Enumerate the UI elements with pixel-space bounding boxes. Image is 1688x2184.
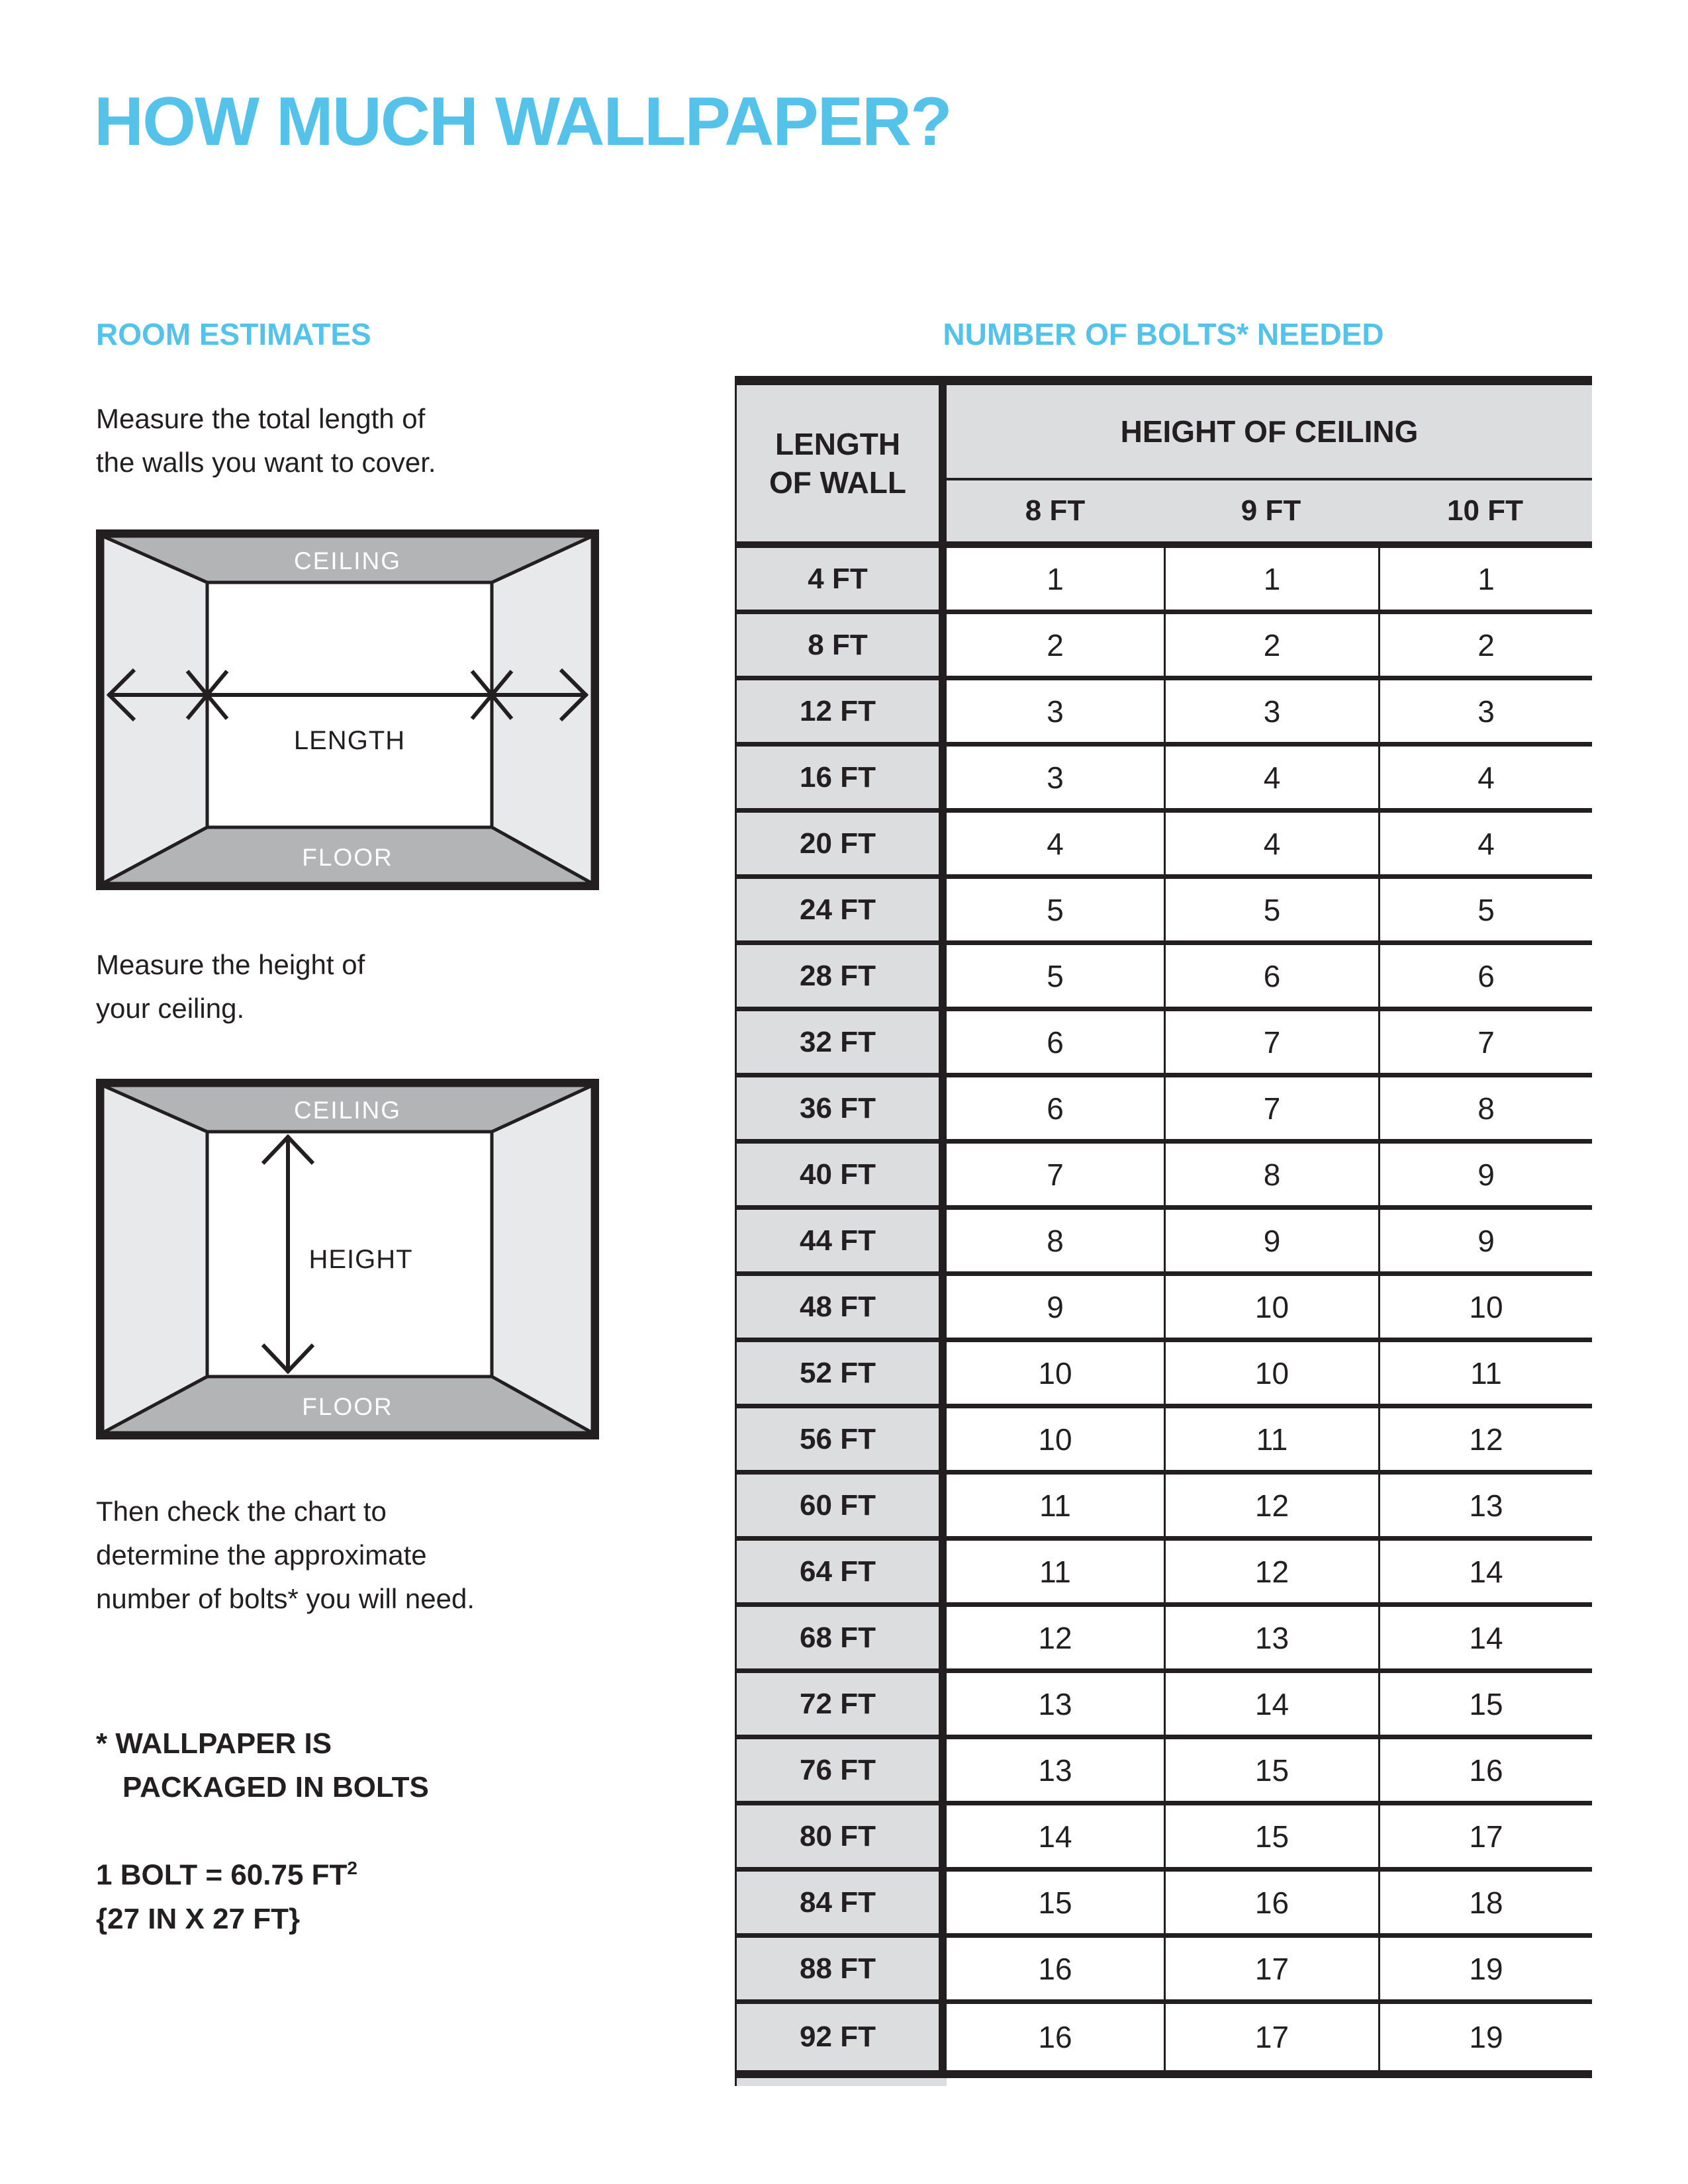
wall-length-cell: 8 FT: [735, 614, 947, 676]
table-row: [735, 945, 1592, 1011]
bolt-count-cell: 3: [1164, 680, 1378, 742]
table-bottom-rule: [735, 2070, 1592, 2078]
room-estimates-heading: ROOM ESTIMATES: [96, 317, 371, 351]
bolt-count-cell: 12: [1038, 1620, 1072, 1655]
bolt-count-cell: 4: [1164, 747, 1378, 808]
ceiling-label: CEILING: [293, 547, 402, 574]
bolt-count-cell: 16: [1164, 1872, 1378, 1933]
bolt-count-cell: 14: [1164, 1673, 1378, 1735]
footnote-line: * WALLPAPER IS: [96, 1727, 332, 1760]
bolt-count-cell: 9: [1378, 1144, 1592, 1205]
bolt-count-cell: 11: [1164, 1408, 1378, 1470]
instruction-line: the walls you want to cover.: [96, 447, 436, 478]
instruction-line: Measure the total length of: [96, 403, 426, 434]
bolt-count-cell: 19: [1378, 1938, 1592, 1999]
wall-length-cell: 92 FT: [735, 2004, 947, 2070]
table-row: [735, 1805, 1592, 1872]
bolts-table-body: [735, 548, 1592, 2070]
bolt-count-cell: 3: [1378, 680, 1592, 742]
table-row: [735, 1276, 1592, 1342]
bolt-count-cell: 8: [1378, 1077, 1592, 1139]
wall-length-cell: 60 FT: [735, 1475, 947, 1536]
bolt-count-cell: 2: [1047, 627, 1064, 662]
bolt-count-cell: 14: [1378, 1541, 1592, 1602]
table-row: [735, 1011, 1592, 1077]
bolt-count-cell: 6: [1164, 945, 1378, 1007]
table-row: [735, 1541, 1592, 1607]
bolt-count-cell: 10: [1378, 1276, 1592, 1338]
table-row: [735, 1872, 1592, 1938]
table-row: [735, 747, 1592, 813]
bolt-count-cell: 12: [1378, 1408, 1592, 1470]
bolt-count-cell: 7: [1164, 1011, 1378, 1073]
bolt-count-cell: 11: [1039, 1554, 1071, 1589]
ceiling-height-columns: [947, 480, 1592, 541]
bolt-count-cell: 11: [1378, 1342, 1592, 1404]
bolt-count-cell: 12: [1164, 1541, 1378, 1602]
wall-length-cell: 72 FT: [735, 1673, 947, 1735]
bolt-count-cell: 7: [1378, 1011, 1592, 1073]
bolt-count-cell: 17: [1378, 1805, 1592, 1867]
page-title: HOW MUCH WALLPAPER?: [94, 83, 951, 160]
footnote-line: PACKAGED IN BOLTS: [122, 1771, 429, 1803]
bolt-count-cell: 7: [1047, 1157, 1064, 1192]
bolt-count-cell: 12: [1164, 1475, 1378, 1536]
column-header-8ft: 8 FT: [1025, 494, 1086, 527]
bolt-count-cell: 9: [1378, 1210, 1592, 1271]
bolt-count-cell: 3: [1047, 694, 1064, 729]
bolt-size-note: [96, 1846, 357, 1941]
wall-length-cell: 4 FT: [735, 548, 947, 610]
bolt-count-cell: 5: [1378, 879, 1592, 940]
bolt-count-cell: 8: [1164, 1144, 1378, 1205]
wall-length-cell: 36 FT: [735, 1077, 947, 1139]
length-of-wall-header: [735, 385, 947, 541]
table-row: [735, 680, 1592, 747]
squared-superscript: 2: [347, 1858, 357, 1878]
wall-length-cell: 64 FT: [735, 1541, 947, 1602]
left-wall: [103, 536, 207, 884]
bolt-count-cell: 4: [1164, 813, 1378, 874]
table-row: [735, 879, 1592, 945]
bolts-needed-heading: NUMBER OF BOLTS* NEEDED: [943, 317, 1384, 351]
bolt-count-cell: 10: [1164, 1276, 1378, 1338]
table-row: [735, 1342, 1592, 1408]
bolt-count-cell: 19: [1378, 2004, 1592, 2070]
table-row: [735, 1408, 1592, 1475]
table-row: [735, 1144, 1592, 1210]
wall-length-cell: 40 FT: [735, 1144, 947, 1205]
wall-length-cell: 88 FT: [735, 1938, 947, 1999]
bolt-count-cell: 14: [1038, 1819, 1072, 1854]
floor-label: FLOOR: [302, 1393, 393, 1420]
bolt-count-cell: 16: [1038, 2020, 1072, 2054]
wallpaper-bolts-footnote: [96, 1722, 429, 1809]
bolt-count-cell: 13: [1378, 1475, 1592, 1536]
bolt-count-cell: 17: [1164, 2004, 1378, 2070]
bolt-count-cell: 4: [1378, 813, 1592, 874]
wall-length-cell: 12 FT: [735, 680, 947, 742]
instruction-measure-height: [96, 943, 365, 1030]
ceiling-label: CEILING: [293, 1097, 402, 1124]
wall-length-cell: 76 FT: [735, 1739, 947, 1801]
bolt-size-line: 1 BOLT = 60.75 $FT^2$: [96, 1858, 357, 1891]
header-line: LENGTH: [774, 427, 901, 461]
height-of-ceiling-header: HEIGHT OF CEILING: [947, 385, 1592, 480]
bolt-count-cell: 6: [1047, 1024, 1064, 1060]
wall-length-cell: 48 FT: [735, 1276, 947, 1338]
bolt-count-cell: 4: [1378, 747, 1592, 808]
bolt-count-cell: 15: [1038, 1885, 1072, 1920]
floor-label: FLOOR: [302, 844, 393, 871]
bolt-count-cell: 14: [1378, 1607, 1592, 1668]
table-header: [735, 385, 1592, 548]
bolt-count-cell: 6: [1047, 1091, 1064, 1126]
wall-length-cell: 24 FT: [735, 879, 947, 940]
bolt-count-cell: 16: [1038, 1951, 1072, 1986]
instruction-line: Then check the chart to: [96, 1496, 387, 1527]
table-row: [735, 1938, 1592, 2004]
bolt-count-cell: 5: [1047, 892, 1064, 927]
wall-length-cell: 20 FT: [735, 813, 947, 874]
bolt-count-cell: 13: [1038, 1752, 1072, 1788]
bolt-count-cell: 8: [1047, 1223, 1064, 1258]
wall-length-cell: 84 FT: [735, 1872, 947, 1933]
right-wall: [492, 536, 592, 884]
bolt-count-cell: 10: [1164, 1342, 1378, 1404]
instruction-line: Measure the height of: [96, 949, 365, 980]
bolt-count-cell: 1: [1164, 548, 1378, 610]
instruction-line: your ceiling.: [96, 993, 245, 1024]
wall-length-cell: 56 FT: [735, 1408, 947, 1470]
bolt-size-line: {27 IN X 27 FT}: [96, 1902, 301, 1935]
table-row: [735, 1607, 1592, 1673]
table-row: [735, 1077, 1592, 1144]
bolt-count-cell: 11: [1039, 1488, 1071, 1523]
bolt-count-cell: 15: [1164, 1805, 1378, 1867]
column-header-10ft: 10 FT: [1447, 494, 1523, 527]
bolt-count-cell: 15: [1378, 1673, 1592, 1735]
ceiling-height-header-group: [947, 385, 1592, 541]
instruction-line: determine the approximate: [96, 1539, 427, 1570]
bolt-count-cell: 9: [1047, 1289, 1064, 1324]
wall-length-cell: 28 FT: [735, 945, 947, 1007]
bolt-count-cell: 5: [1164, 879, 1378, 940]
wall-length-cell: 32 FT: [735, 1011, 947, 1073]
bolt-count-cell: 4: [1047, 826, 1064, 861]
bolt-count-cell: 13: [1038, 1686, 1072, 1721]
bolt-count-cell: 13: [1164, 1607, 1378, 1668]
bolt-count-cell: 17: [1164, 1938, 1378, 1999]
bolt-count-cell: 1: [1047, 561, 1064, 596]
bolt-count-cell: 2: [1378, 614, 1592, 676]
table-row: [735, 1475, 1592, 1541]
header-line: OF WALL: [769, 465, 906, 500]
column-header-9ft: 9 FT: [1241, 494, 1301, 527]
bolt-count-cell: 10: [1038, 1355, 1072, 1390]
left-wall: [103, 1085, 207, 1433]
bolt-count-cell: 9: [1164, 1210, 1378, 1271]
table-row: [735, 1673, 1592, 1739]
back-wall: [207, 582, 492, 827]
height-measure-label: HEIGHT: [308, 1245, 413, 1274]
bolt-count-cell: 10: [1038, 1422, 1072, 1457]
wall-length-cell: 80 FT: [735, 1805, 947, 1867]
bolt-count-cell: 18: [1378, 1872, 1592, 1933]
bolt-count-cell: 16: [1378, 1739, 1592, 1801]
right-wall: [492, 1085, 592, 1433]
table-row: [735, 614, 1592, 680]
instruction-measure-length: [96, 397, 436, 484]
table-row: [735, 2004, 1592, 2070]
bolt-count-cell: 2: [1164, 614, 1378, 676]
wall-length-cell: 44 FT: [735, 1210, 947, 1271]
wall-length-cell: 16 FT: [735, 747, 947, 808]
table-row: [735, 813, 1592, 879]
bolt-count-cell: 1: [1378, 548, 1592, 610]
length-measure-label: LENGTH: [293, 726, 406, 755]
room-height-diagram: [96, 1079, 599, 1439]
table-row: [735, 548, 1592, 614]
room-length-diagram: [96, 529, 599, 890]
bolt-count-cell: 7: [1164, 1077, 1378, 1139]
table-row: [735, 1739, 1592, 1805]
wall-length-cell: 68 FT: [735, 1607, 947, 1668]
bolts-table: [735, 376, 1592, 2086]
table-top-rule: [735, 376, 1592, 385]
bolt-count-cell: 15: [1164, 1739, 1378, 1801]
table-row: [735, 1210, 1592, 1276]
instruction-check-chart: [96, 1490, 475, 1621]
bolt-count-cell: 3: [1047, 760, 1064, 795]
wall-length-cell: 52 FT: [735, 1342, 947, 1404]
bolt-count-cell: 6: [1378, 945, 1592, 1007]
table-corner-stub: [735, 2078, 947, 2086]
instruction-line: number of bolts* you will need.: [96, 1583, 475, 1614]
bolt-count-cell: 5: [1047, 958, 1064, 993]
